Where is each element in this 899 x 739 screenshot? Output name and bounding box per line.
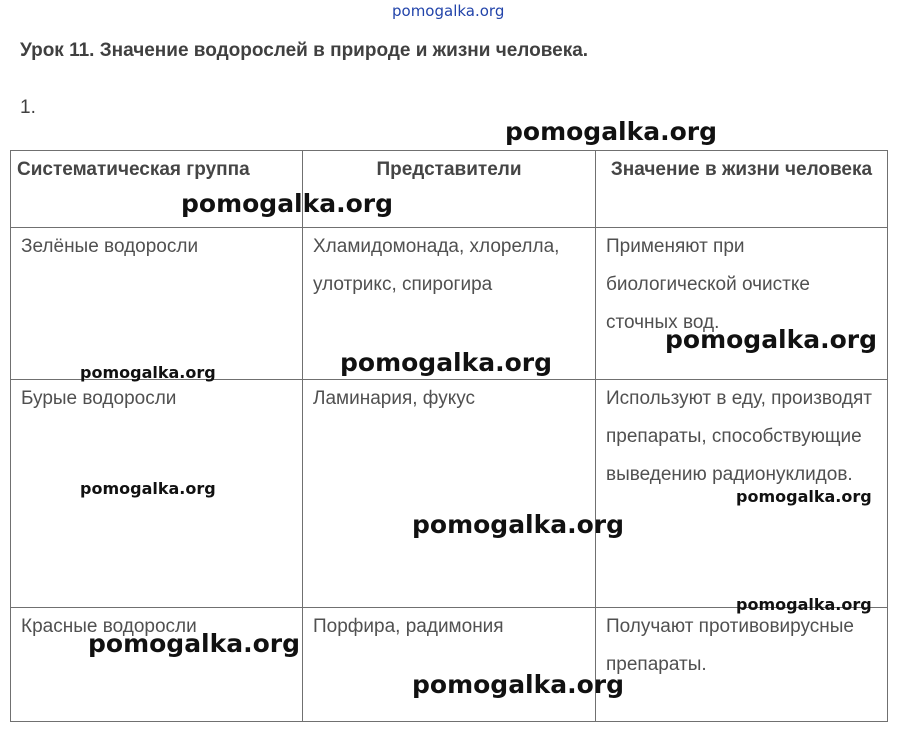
cell-representatives: Ламинария, фукус [303, 380, 596, 608]
table-header-row [11, 151, 888, 228]
table-row [11, 608, 888, 722]
watermark: pomogalka.org [736, 487, 872, 506]
cell-group: Зелёные водоросли [11, 228, 303, 380]
cell-significance: Получают противовирусные препараты. [596, 608, 888, 722]
watermark: pomogalka.org [80, 363, 216, 382]
watermark: pomogalka.org [505, 117, 718, 146]
cell-group: Бурые водоросли [11, 380, 303, 608]
watermark: pomogalka.org [88, 629, 301, 658]
page-title: Урок 11. Значение водорослей в природе и жизни человека. [20, 40, 589, 61]
watermark: pomogalka.org [736, 595, 872, 614]
header-representatives: Представители [303, 151, 596, 228]
watermark: pomogalka.org [340, 348, 553, 377]
cell-significance: Используют в еду, производят препараты, способствующие выведению радионуклидов. [596, 380, 888, 608]
cell-representatives: Порфира, радимония [303, 608, 596, 722]
watermark: pomogalka.org [665, 325, 878, 354]
watermark: pomogalka.org [412, 670, 625, 699]
watermark: pomogalka.org [181, 189, 394, 218]
watermark: pomogalka.org [412, 510, 625, 539]
cell-significance: Применяют при биологической очистке сточных вод. [596, 228, 888, 380]
cell-group: Красные водоросли [11, 608, 303, 722]
header-significance: Значение в жизни человека [596, 151, 888, 228]
site-watermark-top: pomogalka.org [392, 2, 505, 20]
section-number: 1. [20, 97, 36, 118]
watermark: pomogalka.org [80, 479, 216, 498]
header-group: Систематическая группа [11, 151, 303, 228]
cell-representatives: Хламидомонада, хлорелла, улотрикс, спирогира [303, 228, 596, 380]
